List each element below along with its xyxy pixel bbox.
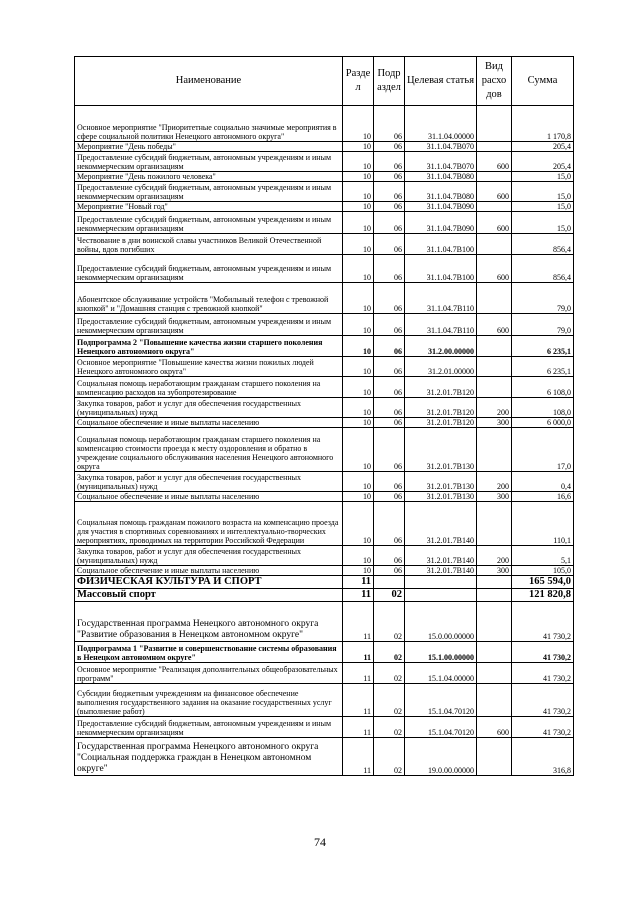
row-type-cell bbox=[477, 172, 512, 182]
column-header-expense-type: Вид расхо дов bbox=[477, 57, 512, 106]
row-section-cell: 10 bbox=[343, 202, 374, 212]
row-target-cell bbox=[405, 589, 477, 602]
row-amount-cell: 6 108,0 bbox=[512, 377, 574, 398]
row-name-cell: Мероприятие "День пожилого человека" bbox=[75, 172, 343, 182]
row-amount-cell: 108,0 bbox=[512, 398, 574, 418]
row-section-cell: 11 bbox=[343, 684, 374, 717]
row-amount-cell: 6 000,0 bbox=[512, 418, 574, 428]
row-name-cell: ФИЗИЧЕСКАЯ КУЛЬТУРА И СПОРТ bbox=[75, 576, 343, 589]
row-type-cell bbox=[477, 684, 512, 717]
table-row bbox=[75, 172, 574, 182]
row-section-cell: 10 bbox=[343, 566, 374, 576]
row-target-cell: 31.2.01.7В130 bbox=[405, 472, 477, 492]
table-row bbox=[75, 663, 574, 684]
row-section-cell: 11 bbox=[343, 602, 374, 642]
row-name-cell: Чествование в дни воинской славы участников Великой Отечественной войны, вдов погибших bbox=[75, 234, 343, 255]
row-amount-cell: 110,1 bbox=[512, 502, 574, 546]
row-target-cell: 31.1.04.7В080 bbox=[405, 182, 477, 202]
row-name-cell: Социальное обеспечение и иные выплаты населению bbox=[75, 566, 343, 576]
row-type-cell: 600 bbox=[477, 255, 512, 283]
row-amount-cell: 6 235,1 bbox=[512, 336, 574, 357]
row-section-cell: 10 bbox=[343, 106, 374, 142]
table-row bbox=[75, 642, 574, 663]
row-section-cell: 10 bbox=[343, 377, 374, 398]
table-header-row bbox=[75, 57, 574, 106]
row-target-cell: 31.2.00.00000 bbox=[405, 336, 477, 357]
table-row bbox=[75, 182, 574, 202]
row-amount-cell: 15,0 bbox=[512, 212, 574, 234]
row-name-cell: Предоставление субсидий бюджетным, автономным учреждениям и иным некоммерческим организациям bbox=[75, 212, 343, 234]
row-section-cell: 11 bbox=[343, 576, 374, 589]
table-row bbox=[75, 566, 574, 576]
table-row bbox=[75, 202, 574, 212]
row-section-cell: 10 bbox=[343, 212, 374, 234]
row-target-cell: 31.2.01.7В120 bbox=[405, 377, 477, 398]
row-type-cell bbox=[477, 336, 512, 357]
table-row bbox=[75, 106, 574, 142]
table-row bbox=[75, 283, 574, 314]
row-name-cell: Предоставление субсидий бюджетным, автономным учреждениям и иным некоммерческим организациям bbox=[75, 182, 343, 202]
row-subsection-cell: 06 bbox=[374, 336, 405, 357]
row-section-cell: 10 bbox=[343, 492, 374, 502]
row-section-cell: 10 bbox=[343, 283, 374, 314]
row-type-cell: 600 bbox=[477, 182, 512, 202]
row-name-cell: Закупка товаров, работ и услуг для обеспечения государственных (муниципальных) нужд bbox=[75, 472, 343, 492]
row-type-cell: 600 bbox=[477, 314, 512, 336]
row-name-cell: Социальная помощь неработающим гражданам старшего поколения на компенсацию стоимости проезда к месту оздоровления и обратно в учреждение социального обслуживания населения Ненецкого автономного округа bbox=[75, 428, 343, 472]
row-target-cell: 15.1.04.00000 bbox=[405, 663, 477, 684]
table-row bbox=[75, 546, 574, 566]
row-target-cell: 31.1.04.7В090 bbox=[405, 212, 477, 234]
row-name-cell: Предоставление субсидий бюджетным, автономным учреждениям и иным некоммерческим организациям bbox=[75, 314, 343, 336]
row-name-cell: Закупка товаров, работ и услуг для обеспечения государственных (муниципальных) нужд bbox=[75, 398, 343, 418]
row-section-cell: 10 bbox=[343, 172, 374, 182]
column-header-target: Целевая статья bbox=[405, 57, 477, 106]
row-amount-cell: 5,1 bbox=[512, 546, 574, 566]
row-subsection-cell: 06 bbox=[374, 314, 405, 336]
table-row bbox=[75, 336, 574, 357]
row-subsection-cell: 06 bbox=[374, 418, 405, 428]
row-target-cell: 31.2.01.7В120 bbox=[405, 418, 477, 428]
row-section-cell: 10 bbox=[343, 255, 374, 283]
row-amount-cell: 41 730,2 bbox=[512, 684, 574, 717]
row-type-cell bbox=[477, 357, 512, 377]
row-target-cell: 31.2.01.7В120 bbox=[405, 398, 477, 418]
row-subsection-cell: 06 bbox=[374, 202, 405, 212]
table-row bbox=[75, 152, 574, 172]
row-name-cell: Предоставление субсидий бюджетным, автономным учреждениям и иным некоммерческим организациям bbox=[75, 255, 343, 283]
row-type-cell bbox=[477, 602, 512, 642]
row-subsection-cell: 02 bbox=[374, 684, 405, 717]
table-body bbox=[75, 106, 574, 776]
row-type-cell: 300 bbox=[477, 566, 512, 576]
row-target-cell: 31.1.04.7В090 bbox=[405, 202, 477, 212]
row-subsection-cell: 06 bbox=[374, 492, 405, 502]
column-header-subsection: Подр аздел bbox=[374, 57, 405, 106]
row-subsection-cell: 06 bbox=[374, 142, 405, 152]
row-target-cell: 31.1.04.7В070 bbox=[405, 142, 477, 152]
column-header-section: Разде л bbox=[343, 57, 374, 106]
row-section-cell: 10 bbox=[343, 502, 374, 546]
row-amount-cell: 205,4 bbox=[512, 142, 574, 152]
row-subsection-cell: 06 bbox=[374, 283, 405, 314]
row-amount-cell: 856,4 bbox=[512, 234, 574, 255]
row-amount-cell: 105,0 bbox=[512, 566, 574, 576]
row-section-cell: 10 bbox=[343, 418, 374, 428]
row-amount-cell: 41 730,2 bbox=[512, 663, 574, 684]
row-name-cell: Подпрограмма 2 "Повышение качества жизни старшего поколения Ненецкого автономного округа" bbox=[75, 336, 343, 357]
table-row bbox=[75, 589, 574, 602]
row-name-cell: Социальное обеспечение и иные выплаты населению bbox=[75, 418, 343, 428]
table-row bbox=[75, 576, 574, 589]
table-row bbox=[75, 142, 574, 152]
row-type-cell bbox=[477, 642, 512, 663]
table-row bbox=[75, 492, 574, 502]
row-subsection-cell: 02 bbox=[374, 663, 405, 684]
row-subsection-cell: 06 bbox=[374, 502, 405, 546]
row-amount-cell: 41 730,2 bbox=[512, 642, 574, 663]
row-section-cell: 10 bbox=[343, 546, 374, 566]
row-amount-cell: 316,8 bbox=[512, 738, 574, 776]
row-type-cell bbox=[477, 428, 512, 472]
column-header-amount: Сумма bbox=[512, 57, 574, 106]
row-subsection-cell: 06 bbox=[374, 182, 405, 202]
row-name-cell: Предоставление субсидий бюджетным, автономным учреждениям и иным некоммерческим организациям bbox=[75, 152, 343, 172]
row-target-cell: 31.2.01.7В140 bbox=[405, 566, 477, 576]
table-row bbox=[75, 398, 574, 418]
row-name-cell: Мероприятие "День победы" bbox=[75, 142, 343, 152]
row-type-cell: 600 bbox=[477, 152, 512, 172]
table-row bbox=[75, 602, 574, 642]
row-name-cell: Социальная помощь гражданам пожилого возраста на компенсацию проезда для участия в спортивных соревнованиях и интеллектуально-творческих мероприятиях, проводимых на территории Российской Федерации bbox=[75, 502, 343, 546]
row-name-cell: Государственная программа Ненецкого автономного округа "Развитие образования в Ненецком автономном округе" bbox=[75, 602, 343, 642]
row-target-cell: 15.1.00.00000 bbox=[405, 642, 477, 663]
row-amount-cell: 121 820,8 bbox=[512, 589, 574, 602]
row-amount-cell: 17,0 bbox=[512, 428, 574, 472]
table-row bbox=[75, 738, 574, 776]
row-type-cell bbox=[477, 377, 512, 398]
row-name-cell: Мероприятие "Новый год" bbox=[75, 202, 343, 212]
row-target-cell: 15.0.00.00000 bbox=[405, 602, 477, 642]
table-row bbox=[75, 502, 574, 546]
row-name-cell: Государственная программа Ненецкого автономного округа "Социальная поддержка граждан в Ненецком автономном округе" bbox=[75, 738, 343, 776]
row-subsection-cell: 06 bbox=[374, 152, 405, 172]
row-type-cell bbox=[477, 576, 512, 589]
table-row bbox=[75, 314, 574, 336]
row-amount-cell: 0,4 bbox=[512, 472, 574, 492]
row-subsection-cell: 02 bbox=[374, 738, 405, 776]
table-row bbox=[75, 377, 574, 398]
row-type-cell: 200 bbox=[477, 398, 512, 418]
row-section-cell: 10 bbox=[343, 152, 374, 172]
row-section-cell: 10 bbox=[343, 336, 374, 357]
row-target-cell: 31.2.01.00000 bbox=[405, 357, 477, 377]
row-target-cell: 31.1.04.7В110 bbox=[405, 283, 477, 314]
row-subsection-cell: 02 bbox=[374, 602, 405, 642]
row-amount-cell: 79,0 bbox=[512, 283, 574, 314]
row-subsection-cell: 06 bbox=[374, 212, 405, 234]
row-section-cell: 10 bbox=[343, 357, 374, 377]
row-target-cell: 31.1.04.00000 bbox=[405, 106, 477, 142]
row-amount-cell: 1 170,8 bbox=[512, 106, 574, 142]
row-type-cell bbox=[477, 106, 512, 142]
row-amount-cell: 15,0 bbox=[512, 202, 574, 212]
row-type-cell: 300 bbox=[477, 492, 512, 502]
row-amount-cell: 41 730,2 bbox=[512, 602, 574, 642]
row-name-cell: Основное мероприятие "Приоритетные социально значимые мероприятия в сфере социальной политики Ненецкого автономного округа" bbox=[75, 106, 343, 142]
row-target-cell: 31.1.04.7В110 bbox=[405, 314, 477, 336]
row-amount-cell: 79,0 bbox=[512, 314, 574, 336]
row-type-cell bbox=[477, 202, 512, 212]
row-name-cell: Социальная помощь неработающим гражданам старшего поколения на компенсацию расходов на зубопротезирование bbox=[75, 377, 343, 398]
row-subsection-cell: 06 bbox=[374, 398, 405, 418]
row-name-cell: Подпрограмма 1 "Развитие и совершенствование системы образования в Ненецком автономном округе" bbox=[75, 642, 343, 663]
row-type-cell bbox=[477, 234, 512, 255]
row-amount-cell: 856,4 bbox=[512, 255, 574, 283]
row-subsection-cell: 06 bbox=[374, 255, 405, 283]
row-section-cell: 10 bbox=[343, 398, 374, 418]
row-amount-cell: 15,0 bbox=[512, 182, 574, 202]
row-target-cell: 31.2.01.7В130 bbox=[405, 492, 477, 502]
row-subsection-cell: 06 bbox=[374, 472, 405, 492]
table-row bbox=[75, 418, 574, 428]
row-subsection-cell: 06 bbox=[374, 106, 405, 142]
row-section-cell: 10 bbox=[343, 472, 374, 492]
table-row bbox=[75, 234, 574, 255]
table-row bbox=[75, 472, 574, 492]
row-type-cell bbox=[477, 142, 512, 152]
row-type-cell bbox=[477, 502, 512, 546]
row-target-cell: 31.2.01.7В130 bbox=[405, 428, 477, 472]
row-amount-cell: 16,6 bbox=[512, 492, 574, 502]
table-row bbox=[75, 255, 574, 283]
row-subsection-cell: 02 bbox=[374, 589, 405, 602]
page-number: 74 bbox=[314, 835, 326, 849]
row-subsection-cell: 06 bbox=[374, 234, 405, 255]
row-type-cell: 300 bbox=[477, 418, 512, 428]
row-subsection-cell bbox=[374, 576, 405, 589]
row-section-cell: 11 bbox=[343, 663, 374, 684]
row-name-cell: Основное мероприятие "Повышение качества жизни пожилых людей Ненецкого автономного округа" bbox=[75, 357, 343, 377]
row-type-cell: 200 bbox=[477, 472, 512, 492]
row-target-cell: 31.1.04.7В100 bbox=[405, 234, 477, 255]
row-section-cell: 10 bbox=[343, 182, 374, 202]
table-row bbox=[75, 357, 574, 377]
row-target-cell: 31.1.04.7В080 bbox=[405, 172, 477, 182]
row-type-cell bbox=[477, 663, 512, 684]
row-section-cell: 10 bbox=[343, 142, 374, 152]
row-target-cell: 31.1.04.7В070 bbox=[405, 152, 477, 172]
row-section-cell: 11 bbox=[343, 738, 374, 776]
row-type-cell: 600 bbox=[477, 717, 512, 738]
row-name-cell: Субсидии бюджетным учреждениям на финансовое обеспечение выполнения государственного задания на оказание государственных услуг (выполнение работ) bbox=[75, 684, 343, 717]
table-row bbox=[75, 428, 574, 472]
row-target-cell bbox=[405, 576, 477, 589]
row-name-cell: Абонентское обслуживание устройств "Мобильный телефон с тревожной кнопкой" и "Домашняя станция с тревожной кнопкой" bbox=[75, 283, 343, 314]
row-target-cell: 15.1.04.70120 bbox=[405, 684, 477, 717]
row-amount-cell: 165 594,0 bbox=[512, 576, 574, 589]
row-section-cell: 10 bbox=[343, 234, 374, 255]
row-subsection-cell: 06 bbox=[374, 546, 405, 566]
row-subsection-cell: 06 bbox=[374, 357, 405, 377]
row-subsection-cell: 06 bbox=[374, 377, 405, 398]
row-type-cell bbox=[477, 738, 512, 776]
row-subsection-cell: 06 bbox=[374, 428, 405, 472]
row-target-cell: 31.1.04.7В100 bbox=[405, 255, 477, 283]
row-type-cell: 200 bbox=[477, 546, 512, 566]
table-row bbox=[75, 717, 574, 738]
row-name-cell: Массовый спорт bbox=[75, 589, 343, 602]
row-section-cell: 11 bbox=[343, 589, 374, 602]
row-target-cell: 19.0.00.00000 bbox=[405, 738, 477, 776]
row-amount-cell: 15,0 bbox=[512, 172, 574, 182]
table-row bbox=[75, 684, 574, 717]
row-type-cell: 600 bbox=[477, 212, 512, 234]
row-type-cell bbox=[477, 589, 512, 602]
row-amount-cell: 41 730,2 bbox=[512, 717, 574, 738]
row-target-cell: 15.1.04.70120 bbox=[405, 717, 477, 738]
row-target-cell: 31.2.01.7В140 bbox=[405, 546, 477, 566]
column-header-name: Наименование bbox=[75, 57, 343, 106]
budget-table bbox=[74, 56, 574, 776]
row-section-cell: 11 bbox=[343, 717, 374, 738]
row-name-cell: Предоставление субсидий бюджетным, автономным учреждениям и иным некоммерческим организациям bbox=[75, 717, 343, 738]
row-section-cell: 10 bbox=[343, 314, 374, 336]
row-target-cell: 31.2.01.7В140 bbox=[405, 502, 477, 546]
row-subsection-cell: 06 bbox=[374, 172, 405, 182]
row-name-cell: Социальное обеспечение и иные выплаты населению bbox=[75, 492, 343, 502]
row-type-cell bbox=[477, 283, 512, 314]
row-section-cell: 11 bbox=[343, 642, 374, 663]
row-section-cell: 10 bbox=[343, 428, 374, 472]
row-subsection-cell: 02 bbox=[374, 717, 405, 738]
row-name-cell: Основное мероприятие "Реализация дополнительных общеобразовательных программ" bbox=[75, 663, 343, 684]
row-name-cell: Закупка товаров, работ и услуг для обеспечения государственных (муниципальных) нужд bbox=[75, 546, 343, 566]
row-subsection-cell: 06 bbox=[374, 566, 405, 576]
table-row bbox=[75, 212, 574, 234]
row-amount-cell: 6 235,1 bbox=[512, 357, 574, 377]
row-amount-cell: 205,4 bbox=[512, 152, 574, 172]
row-subsection-cell: 02 bbox=[374, 642, 405, 663]
